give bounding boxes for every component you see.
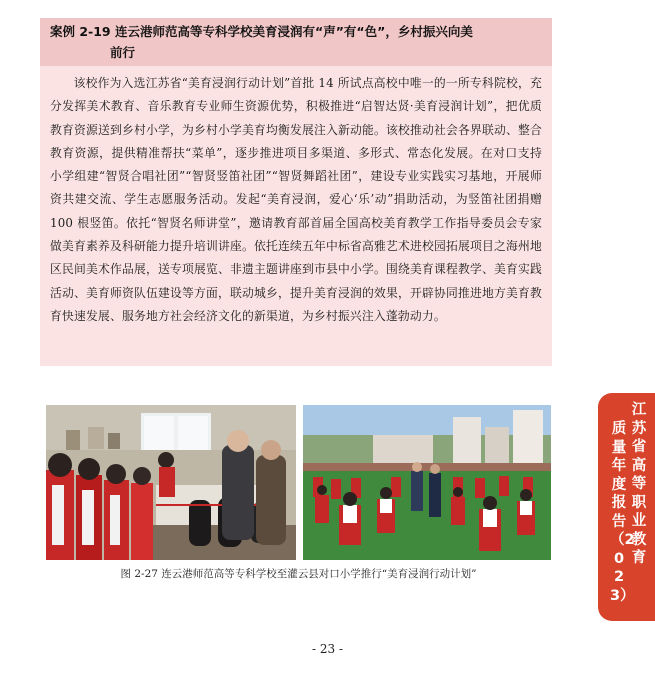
exhibition-photo-drawing (46, 405, 296, 560)
case-title-line-1: 案例 2-19 连云港师范高等专科学校美育浸润有“声”有“色”，乡村振兴向美 (50, 24, 473, 39)
side-tab-title-line-1: 江苏省高等职业教育 (631, 402, 647, 566)
side-tab-title-line-2: 质量年度报告（2023） (610, 421, 635, 604)
case-title-line-2: 前行 (110, 45, 136, 60)
playground-photo (303, 405, 551, 560)
playground-photo-drawing (303, 405, 551, 560)
case-title (40, 18, 552, 66)
report-side-tab (598, 393, 655, 621)
exhibition-photo (46, 405, 296, 560)
figure-caption: 图 2-27 连云港师范高等专科学校至灌云县对口小学推行“美育浸润行动计划” (120, 568, 477, 580)
case-study-box (40, 18, 552, 366)
case-body-text: 该校作为入选江苏省“美育浸润行动计划”首批 14 所试点高校中唯一的一所专科院校，充分发挥美术教育、音乐教育专业师生资源优势，积极推进“启智达贤·美育浸润计划”，把优质教育资源送到乡村小学，为乡村小学美育均衡发展注入新动能。该校推动社会各界联动、整合教育资源，提供精准帮扶“菜单”，逐步推进项目多渠道、多形式、常态化发展。在对口支持小学组建“智贤合唱社团”“智贤竖笛社团”“智贤舞蹈社团”，建设专业实践实习基地，开展师资共建交流、学生志愿服务活动。发起“美育浸润，爱心‘乐’动”捐助活动，为竖笛社团捐赠 100 根竖笛。依托“智贤名师讲堂”，邀请教育部首届全国高校美育教学工作指导委员会专家做美育素养及科研能力提升培训讲座。依托连续五年中标省高雅艺术进校园拓展项目之海州地区民间美术作品展，送专项展览、非遗主题讲座到市县中小学。围绕美育课程教学、美育实践活动、美育师资队伍建设等方面，联动城乡，提升美育浸润的效果，开辟协同推进地方美育教育快速发展、服务地方社会经济文化的新渠道，为乡村振兴注入蓬勃动力。 (50, 76, 542, 323)
page-number: - 23 - (311, 642, 343, 656)
